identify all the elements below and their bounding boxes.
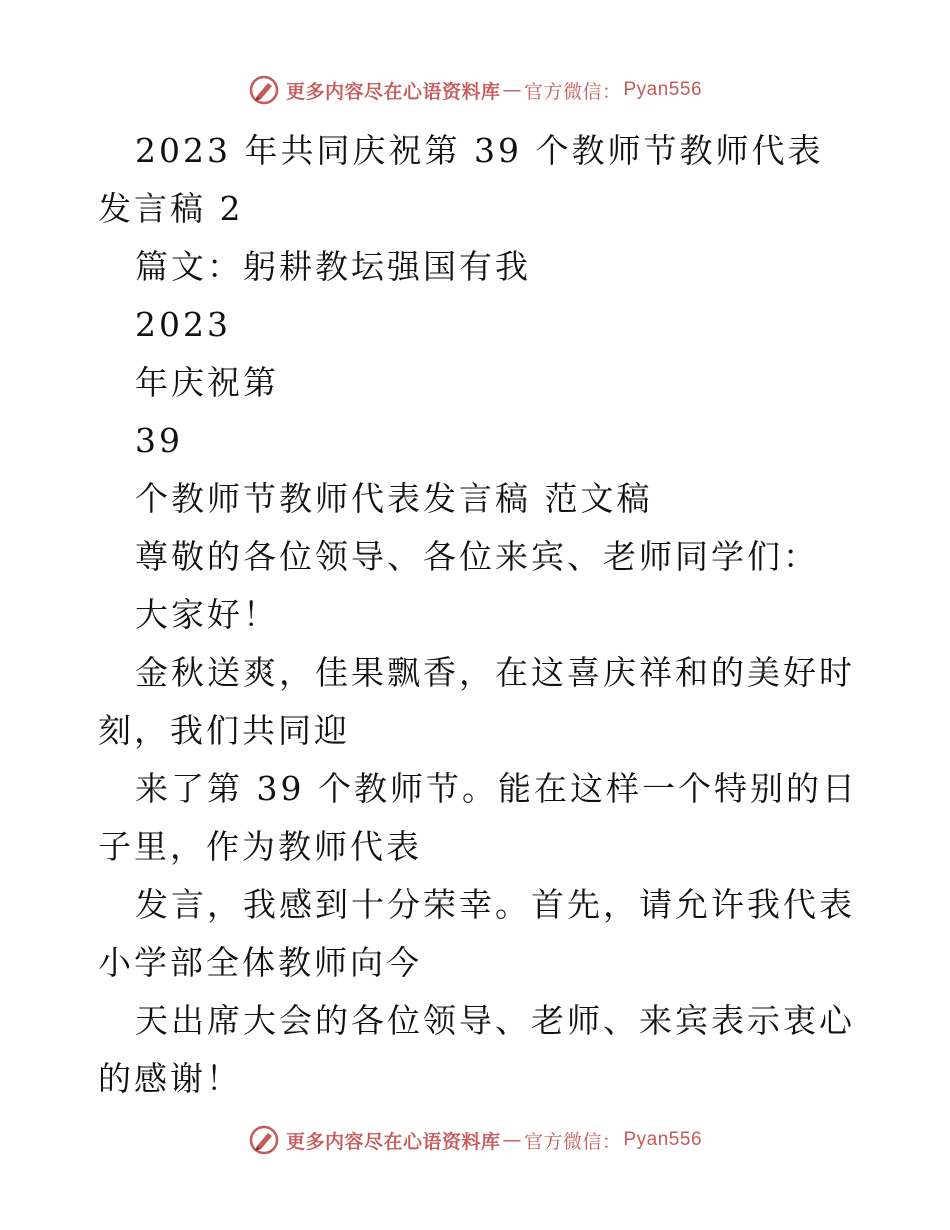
- paragraph-salutation: 尊敬的各位领导、各位来宾、老师同学们：: [135, 537, 819, 576]
- paragraph: 39: [135, 421, 183, 460]
- watermark-wechat-id: Pyan556: [623, 79, 703, 100]
- paragraph: 个教师节教师代表发言稿 范文稿: [135, 479, 653, 518]
- watermark-text: 更多内容尽在心语资料库: [285, 1130, 501, 1153]
- paragraph: 金秋送爽，佳果飘香，在这喜庆祥和的美好时刻，我们共同迎: [98, 653, 855, 750]
- brand-logo-icon: [248, 1124, 280, 1156]
- paragraph: 来了第 39 个教师节。能在这样一个特别的日子里，作为教师代表: [98, 769, 858, 866]
- document-body: [98, 122, 858, 1108]
- header-watermark: [0, 70, 950, 110]
- brand-logo-icon: [248, 74, 280, 106]
- paragraph: 2023: [135, 305, 231, 344]
- watermark-wechat-id: Pyan556: [623, 1129, 703, 1150]
- watermark-wechat-label: 官方微信：: [523, 1130, 622, 1153]
- watermark-text: 更多内容尽在心语资料库: [285, 80, 501, 103]
- paragraph: 发言，我感到十分荣幸。首先，请允许我代表小学部全体教师向今: [98, 885, 855, 982]
- paragraph-greeting: 大家好！: [135, 595, 279, 634]
- watermark-separator: —: [502, 79, 522, 101]
- paragraph: 年庆祝第: [135, 363, 279, 402]
- paragraph-title: 2023 年共同庆祝第 39 个教师节教师代表发言稿 2: [98, 131, 824, 228]
- watermark-wechat-label: 官方微信：: [523, 80, 622, 103]
- watermark-separator: —: [502, 1129, 522, 1151]
- paragraph: 天出席大会的各位领导、老师、来宾表示衷心的感谢！: [98, 1001, 855, 1098]
- footer-watermark: [0, 1120, 950, 1160]
- paragraph-subtitle: 篇文：躬耕教坛强国有我: [135, 247, 531, 286]
